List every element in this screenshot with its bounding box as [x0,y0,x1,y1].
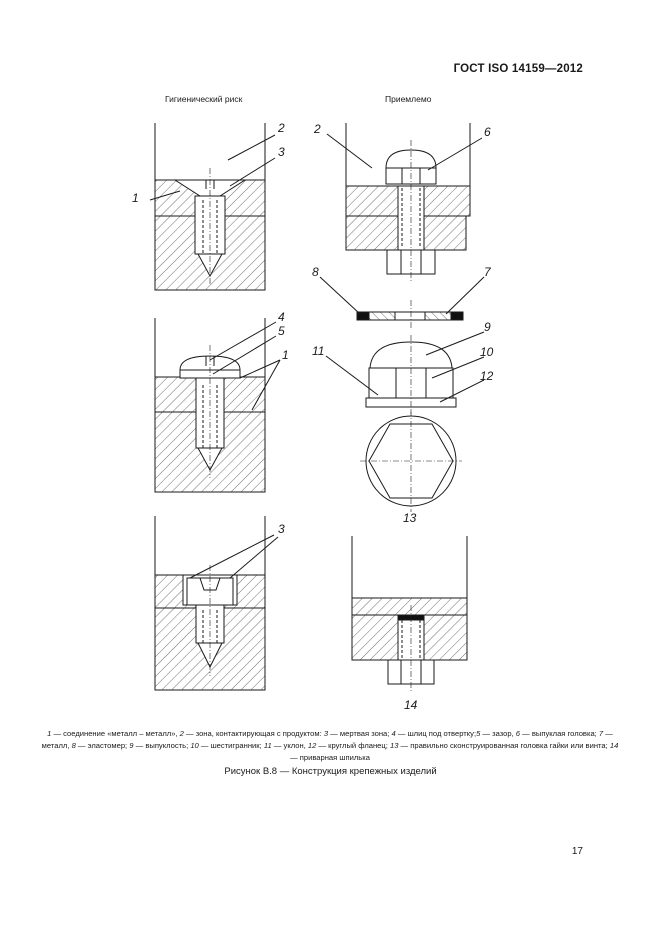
legend-number: 4 [391,729,396,738]
callout-4: 4 [278,310,285,324]
legend-number: 5 [476,729,481,738]
hygienic-risk-pan-head-screw [155,318,280,492]
callout-1-b: 1 [282,348,289,362]
legend-number: 7 [598,729,604,738]
acceptable-acorn-nut-bolt [327,123,482,282]
callout-5: 5 [278,324,285,338]
legend-number: 8 [71,741,76,750]
legend-text: — мертвая зона; [328,729,392,738]
legend-text: — уклон, [271,741,308,750]
legend-number: 6 [515,729,521,738]
legend-number: 9 [129,741,134,750]
legend-text: — зона, контактирующая с продуктом: [183,729,324,738]
legend-text: — соединение «металл – металл», [51,729,180,738]
callout-13: 13 [403,511,417,525]
page-number: 17 [571,846,583,857]
nut-top-view [360,410,462,512]
callout-2-d: 2 [314,122,321,136]
callout-14: 14 [404,698,418,712]
figure-legend [40,728,620,764]
callout-2-a: 2 [278,121,285,135]
acorn-nut-detail [326,332,484,414]
callout-3-a: 3 [278,145,285,159]
legend-number: 14 [609,741,619,750]
acceptable-welded-stud [352,536,467,692]
legend-number: 10 [190,741,199,750]
legend-text: — круглый фланец; [316,741,390,750]
callout-12: 12 [480,369,494,383]
seal-washer [320,277,484,330]
legend-number: 1 [47,729,52,738]
legend-number: 11 [263,741,272,750]
column-label-acceptable: Приемлемо [385,94,432,104]
legend-text: — шлиц под отвертку; [395,729,477,738]
legend-text: — выпуклость; [133,741,191,750]
legend-text: — правильно сконструированная головка гайки или винта; [398,741,610,750]
legend-text: — эластомер; [75,741,130,750]
hygienic-risk-countersunk-screw [150,123,275,290]
legend-number: 13 [389,741,399,750]
figure-caption: Рисунок В.8 — Конструкция крепежных изделий [224,766,437,777]
column-label-hygienic-risk: Гигиенический риск [165,94,243,104]
callout-1-a: 1 [132,191,139,205]
callout-8: 8 [312,265,319,279]
callout-6: 6 [484,125,491,139]
standard-header: ГОСТ ISO 14159—2012 [453,63,583,75]
legend-number: 3 [323,729,329,738]
callout-10: 10 [480,345,494,359]
hygienic-risk-socket-screw [155,516,278,690]
legend-text: — шестигранник; [198,741,264,750]
callout-9: 9 [484,320,491,334]
callout-3-c: 3 [278,522,285,536]
legend-number: 2 [179,729,184,738]
legend-text: — выпуклая головка; [520,729,599,738]
callout-7: 7 [484,265,491,279]
legend-text: — металл, [41,729,613,750]
legend-text: — приварная шпилька [290,753,370,762]
callout-11: 11 [312,344,325,358]
legend-text: — зазор, [480,729,516,738]
legend-number: 12 [307,741,317,750]
